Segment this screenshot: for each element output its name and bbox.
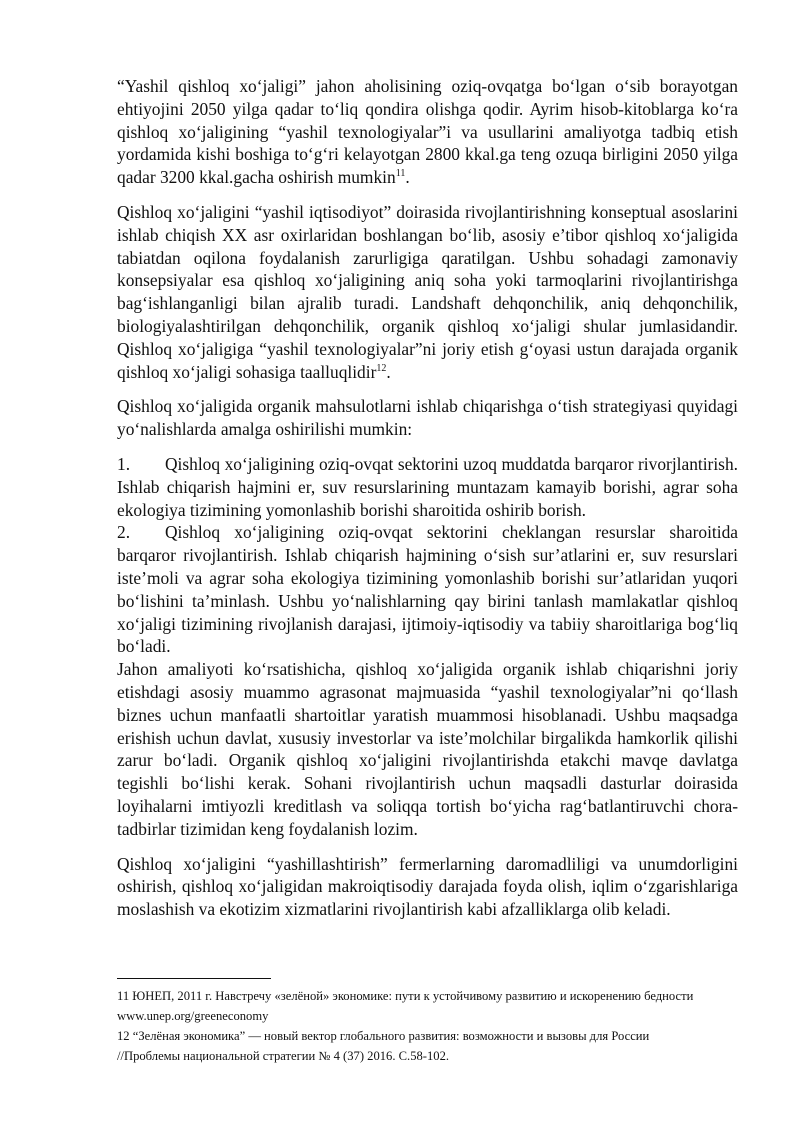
paragraph-3: Qishloq xo‘jaligida organik mahsulotlarni ishlab chiqarishga o‘tish strategiyasi quyidagi yo‘nalishlarda amalga oshirilishi mumkin: xyxy=(117,396,738,440)
list-item-2 xyxy=(117,521,738,658)
list-number-2: 2. xyxy=(117,522,131,543)
footnote-ref-12[interactable]: 12 xyxy=(376,362,387,374)
footnote-11-line-1: 11 ЮНЕП, 2011 г. Навстречу «зелёной» экономике: пути к устойчивому развитию и искоренению бедности xyxy=(117,989,694,1003)
paragraph-5: Qishloq xo‘jaligini “yashillashtirish” fermerlarning daromadliligi va unumdorligini oshirish, qishloq xo‘jaligidan makroiqtisodiy darajada foyda olish, iqlim o‘zgarishlariga moslashish va ekotizim xizmatlarini rivojlantirish kabi afzalliklarga olib keladi. xyxy=(117,853,738,920)
footnote-separator xyxy=(117,978,271,979)
footnote-ref-11[interactable]: 11 xyxy=(395,168,406,180)
paragraph-1 xyxy=(117,75,738,189)
list-number-1: 1. xyxy=(117,453,131,474)
paragraph-4: Jahon amaliyoti ko‘rsatishicha, qishloq xo‘jaligida organik ishlab chiqarishni joriy etishdagi asosiy muammo agrasonat majmuasida “yashil texnologiyalar”ni qo‘llash biznes uchun manfaatli shartoitlar yaratish muammosi hisoblanadi. Ushbu maqsadga erishish uchun davlat, xususiy investorlar va iste’molchilar birgalikda hamkorlik qilishi zarur bo‘ladi. Organik qishloq xo‘jaligini rivojlantirishda etakchi mavqe davlatga tegishli bo‘lishi kerak. Sohani rivojlantirish uchun maqsadli dasturlar doirasida loyihalarni imtiyozli kreditlash va soliqqa tortish bo‘yicha rag‘batlantiruvchi chora-tadbirlar tizimidan keng foydalanish lozim. xyxy=(117,659,738,839)
document-body xyxy=(117,75,738,921)
footnotes xyxy=(117,986,738,1066)
paragraph-2 xyxy=(117,201,738,383)
list-item-1-text: Qishloq xo‘jaligining oziq-ovqat sektorini uzoq muddatda barqaror rivorjlantirish. Ishlab chiqarish hajmini er, suv resurslarining muntazam kamayib borishi, agrar soha ekologiya tizimining yomonlashib borishi sharoitida oshirib borish. xyxy=(117,453,738,520)
paragraph-2-end: . xyxy=(386,361,391,382)
footnote-12-line-2: //Проблемы национальной стратегии № 4 (37) 2016. С.58-102. xyxy=(117,1049,450,1063)
list-item-2-text: Qishloq xo‘jaligining oziq-ovqat sektorini cheklangan resurslar sharoitida barqaror rivojlantirish. Ishlab chiqarish hajmining o‘sish sur’atlarini er, suv resurslari iste’moli va agrar soha ekologiya tizimining yomonlashib borishi sur’atlaridan yuqori bo‘lishini ta’minlash. Ushbu yo‘nalishlarning qay birini tanlash mamlakatlar qishloq xo‘jaligi tizimining rivojlanish darajasi, ijtimoiy-iqtisodiy va tabiiy sharoitlariga bog‘liq bo‘ladi. xyxy=(117,522,738,657)
paragraph-1-end: . xyxy=(405,167,410,188)
footnote-12-line-1: 12 “Зелёная экономика” — новый вектор глобального развития: возможности и вызовы для России xyxy=(117,1029,650,1043)
paragraph-1-text: “Yashil qishloq xo‘jaligi” jahon aholisining oziq-ovqatga bo‘lgan o‘sib borayotgan ehtiyojini 2050 yilga qadar to‘liq qondira olishga qodir. Ayrim hisob-kitoblarga ko‘ra qishloq xo‘jaligining “yashil texnologiyalar”i va usullarini amaliyotga tadbiq etish yordamida kishi boshiga to‘g‘ri kelayotgan 2800 kkal.ga teng ozuqa birligini 2050 yilga qadar 3200 kkal.gacha oshirish mumkin xyxy=(117,76,738,188)
list-item-1 xyxy=(117,453,738,521)
paragraph-2-text: Qishloq xo‘jaligini “yashil iqtisodiyot” doirasida rivojlantirishning konseptual asoslarini ishlab chiqish XX asr oxirlaridan boshlangan bo‘lib, asosiy e’tibor qishloq xo‘jaligida tabiatdan oqilona foydalanish zarurligiga qaratilgan. Ushbu sohadagi zamonaviy konsepsiyalar esa qishloq xo‘jaligining aniq soha yoki tarmoqlarini rivojlantirishga bag‘ishlanganligi bilan ajralib turadi. Landshaft dehqonchilik, aniq dehqonchilik, biologiyalashtirilgan dehqonchilik, organik qishloq xo‘jaligi shular jumlasidandir. Qishloq xo‘jaligiga “yashil texnologiyalar”ni joriy etish g‘oyasi ustun darajada organik qishloq xo‘jaligi sohasiga taalluqlidir xyxy=(117,201,738,382)
footnote-11-line-2[interactable]: www.unep.org/greeneconomy xyxy=(117,1009,269,1023)
